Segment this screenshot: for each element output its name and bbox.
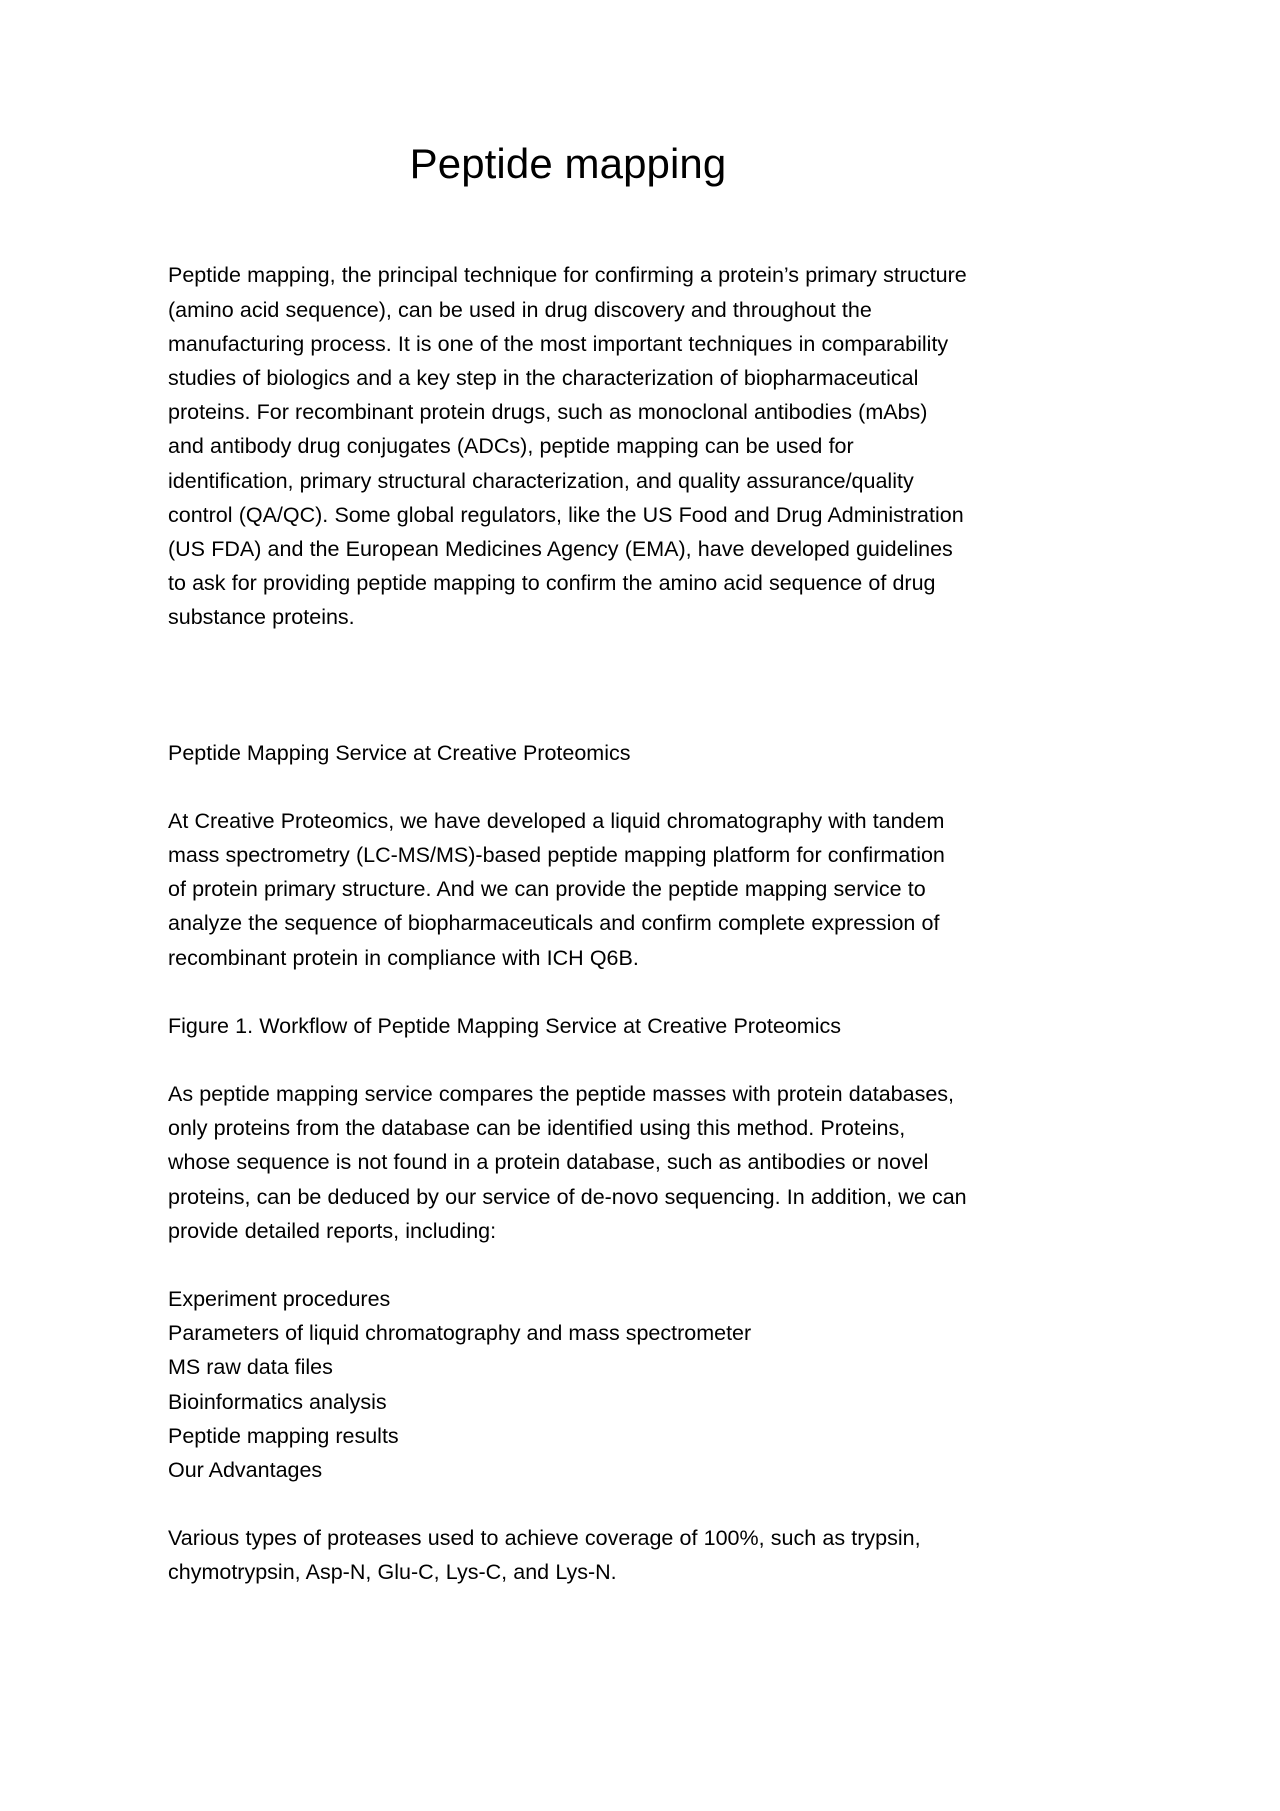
list-gap-bottom [168, 1487, 968, 1521]
service-heading: Peptide Mapping Service at Creative Proteomics [168, 740, 631, 765]
list-item: Bioinformatics analysis [168, 1389, 387, 1414]
list-gap-top [168, 1248, 968, 1282]
protease-paragraph: Various types of proteases used to achieve coverage of 100%, such as trypsin, chymotrypsin, Asp-N, Glu-C, Lys-C, and Lys-N. [168, 1526, 921, 1585]
list-item: Experiment procedures [168, 1287, 391, 1312]
document-body [168, 0, 968, 1590]
service-paragraph: At Creative Proteomics, we have developed a liquid chromatography with tandem mass spectrometry (LC-MS/MS)-based peptide mapping platform for confirmation of protein primary structure. And we can provide the peptide mapping service to analyze the sequence of biopharmaceuticals and confirm complete expression of recombinant protein in compliance with ICH Q6B. [168, 808, 945, 970]
list-item: MS raw data files [168, 1355, 333, 1380]
figure-caption: Figure 1. Workflow of Peptide Mapping Service at Creative Proteomics [168, 1013, 841, 1038]
caption-gap-bottom [168, 1043, 968, 1077]
page-title: Peptide mapping [409, 140, 727, 187]
heading-gap [168, 770, 968, 804]
intro-paragraph: Peptide mapping, the principal technique for confirming a protein’s primary structure (amino acid sequence), can be used in drug discovery and throughout the manufacturing process. It is one of the most important techniques in comparability studies of biologics and a key step in the characterization of biopharmaceutical proteins. For recombinant protein drugs, such as monoclonal antibodies (mAbs) and antibody drug conjugates (ADCs), peptide mapping can be used for identification, primary structural characterization, and quality assurance/quality control (QA/QC). Some global regulators, like the US Food and Drug Administration (US FDA) and the European Medicines Agency (EMA), have developed guidelines to ask for providing peptide mapping to confirm the amino acid sequence of drug substance proteins. [168, 263, 967, 630]
database-paragraph: As peptide mapping service compares the peptide masses with protein databases, only proteins from the database can be identified using this method. Proteins, whose sequence is not found in a protein database, such as antibodies or novel proteins, can be deduced by our service of de-novo sequencing. In addition, we can provide detailed reports, including: [168, 1082, 967, 1243]
list-item: Our Advantages [168, 1458, 323, 1483]
caption-gap-top [168, 975, 968, 1009]
report-items-list [168, 1282, 968, 1487]
list-item: Parameters of liquid chromatography and mass spectrometer [168, 1321, 752, 1346]
section-gap [168, 635, 968, 736]
list-item: Peptide mapping results [168, 1423, 399, 1448]
